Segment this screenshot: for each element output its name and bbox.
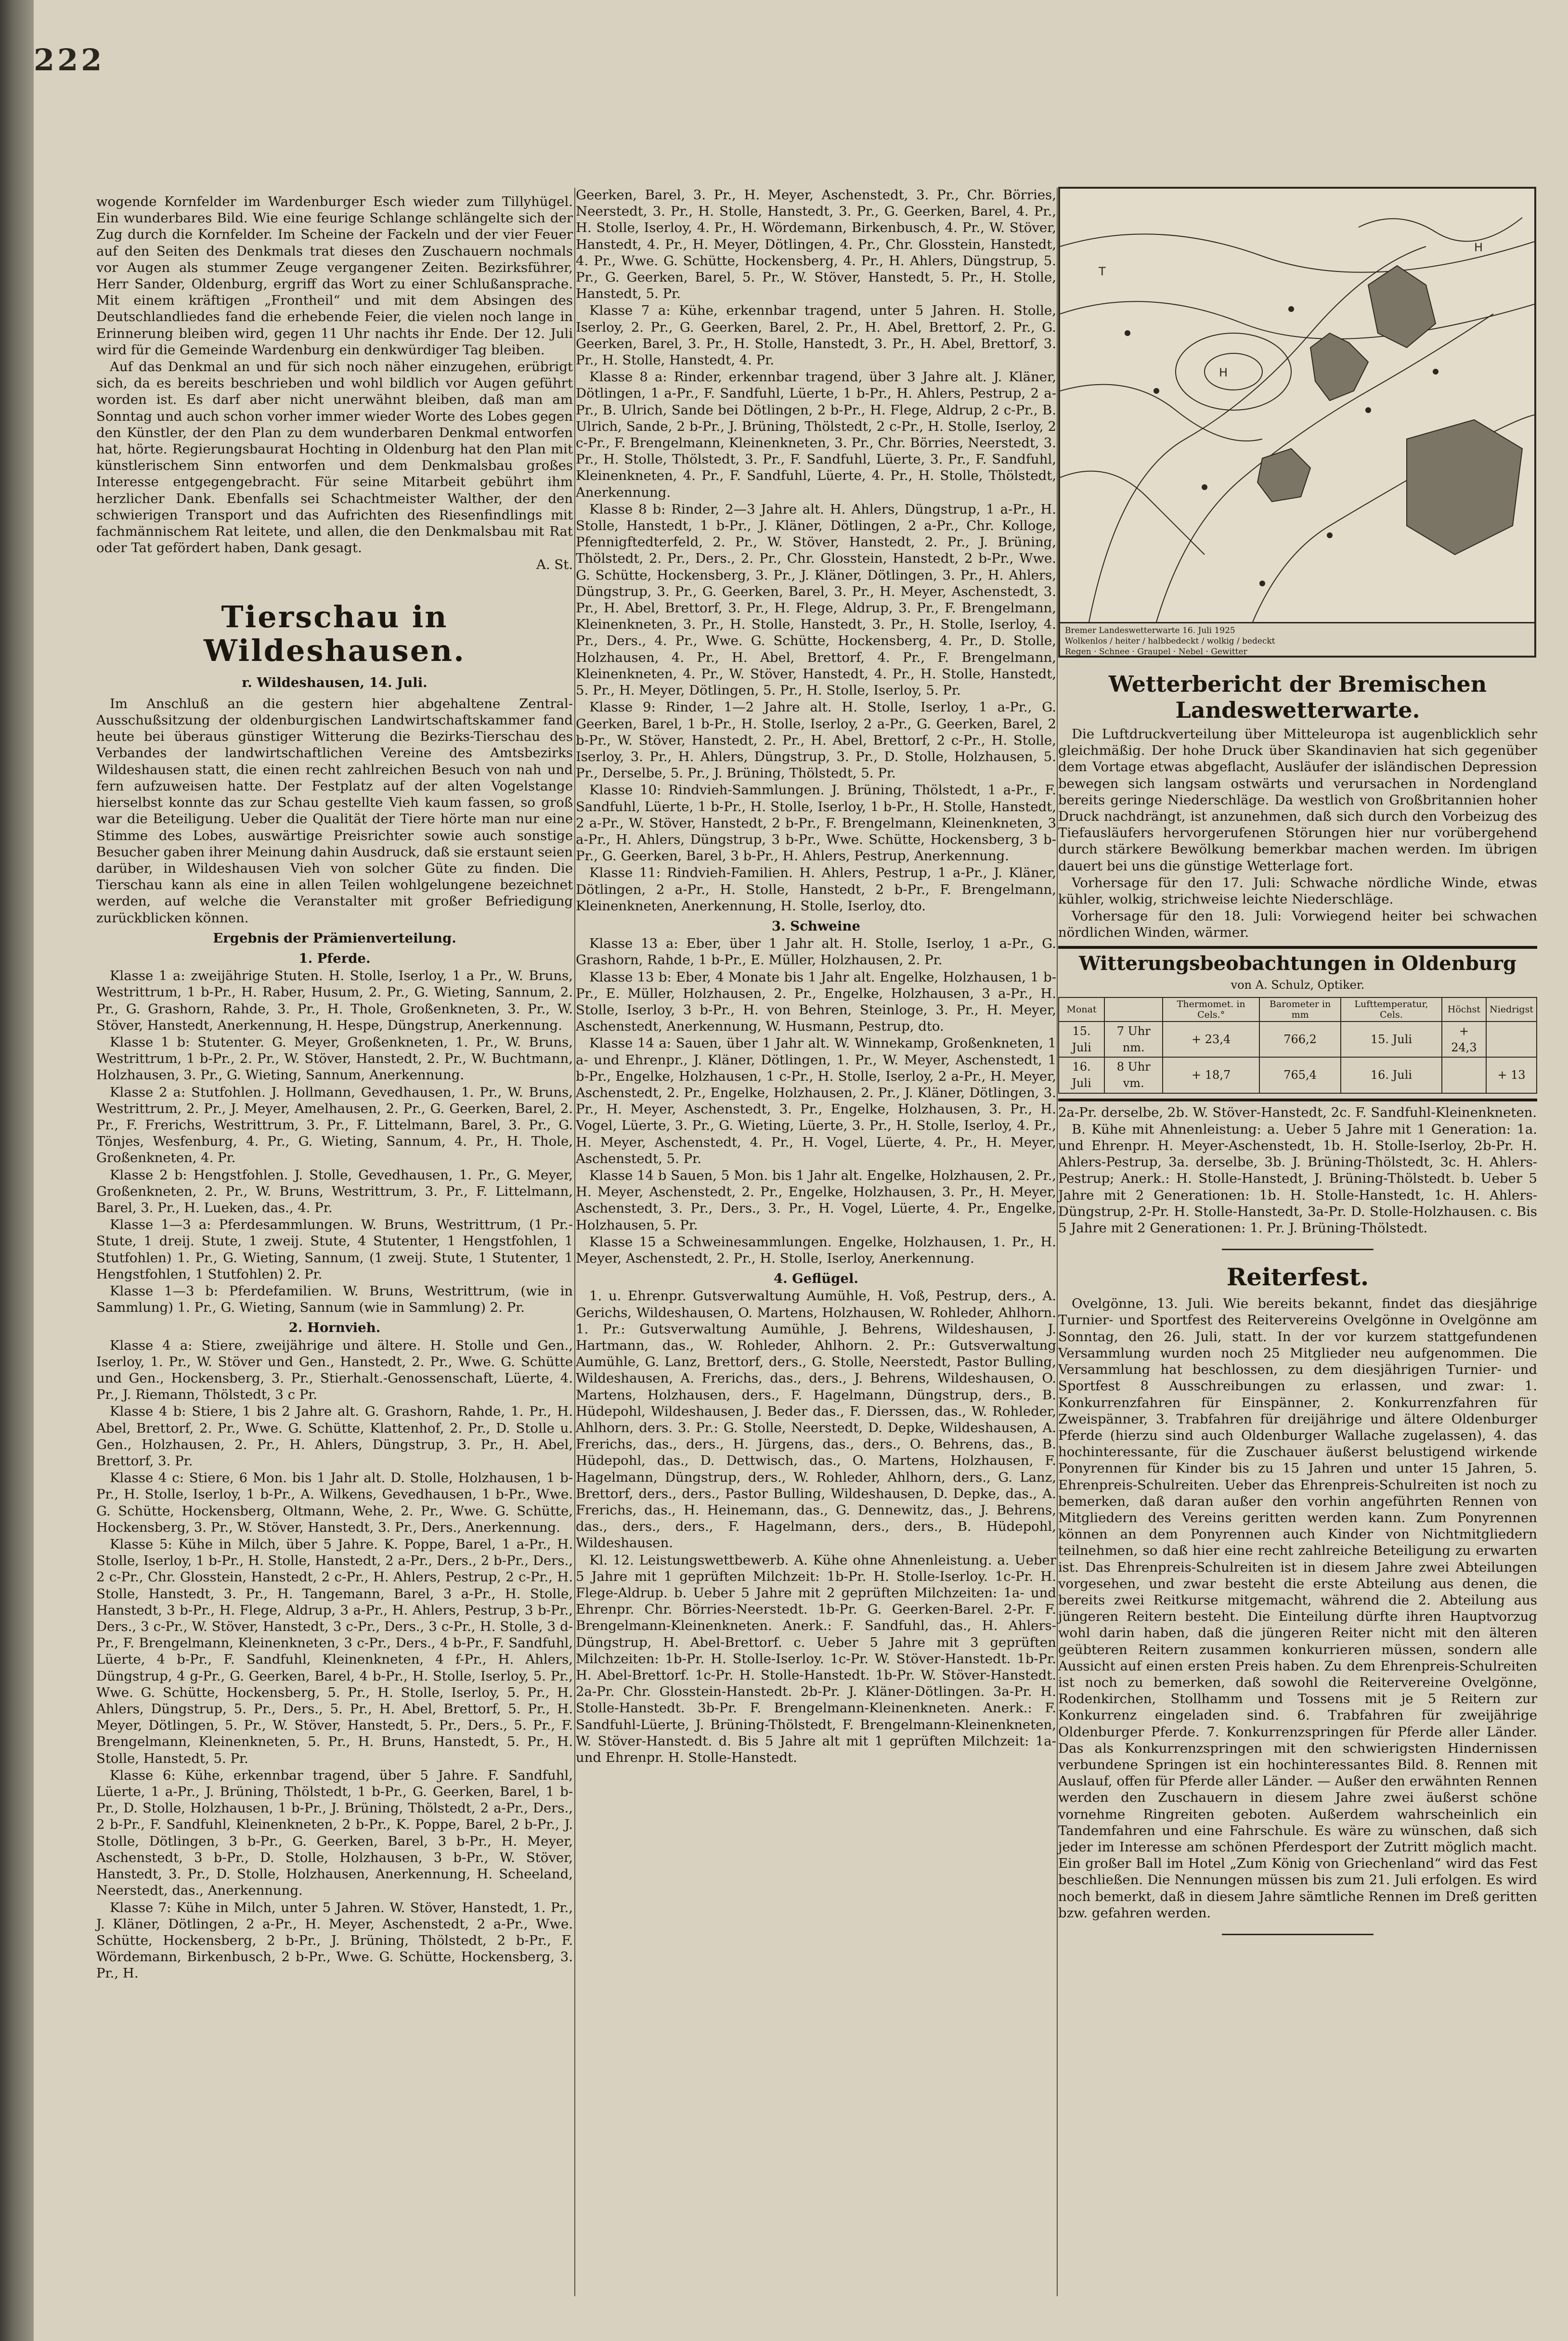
class-result: Klasse 2 b: Hengstfohlen. J. Stolle, Gevedhausen, 1. Pr., G. Meyer, Großenkneten, 2. Pr., W. Bruns, Westrittrum, 3. Pr., F. Littelmann, Barel, 3. Pr., H. Lueken, das., 4. Pr.	[96, 1167, 573, 1216]
weather-map-drawing	[1060, 189, 1534, 622]
col-header: Lufttemperatur, Cels.	[1341, 997, 1441, 1022]
class-result: Klasse 5: Kühe in Milch, über 5 Jahre. K. Poppe, Barel, 1 a-Pr., H. Stolle, Iserloy, 1 b-Pr., H. Stolle, Hanstedt, 2 a-Pr., Ders., 2 b-Pr., Ders., 2 c-Pr., Chr. Glosstein, Hanstedt, 2 c-Pr., H. Ahlers, Pestrup, 2 c-Pr., H. Stolle, Hanstedt, 3. Pr., H. Tangemann, Barel, 3 a-Pr., H. Stolle, Hanstedt, 3 b-Pr., H. Flege, Aldrup, 3 a-Pr., H. Ahlers, Pestrup, 3 b-Pr., Ders., 3 c-Pr., W. Stöver, Hanstedt, 3 c-Pr., Ders., 3 c-Pr., H. Stolle, 3 d-Pr., F. Brengelmann, Kleinenkneten, 3 c-Pr., Ders., 4 b-Pr., F. Sandfuhl, Lüerte, 4 b-Pr., F. Sandfuhl, Kleinenkneten, 4 f-Pr., H. Ahlers, Düngstrup, 4 g-Pr., G. Geerken, Barel, 4 b-Pr., H. Stolle, Iserloy, 5. Pr., Wwe. G. Schütte, Hockensberg, 5. Pr., H. Stolle, Iserloy, 5. Pr., H. Ahlers, Düngstrup, 5. Pr., Ders., 5. Pr., H. Abel, Brettorf, 5. Pr., H. Meyer, Dötlingen, 5. Pr., W. Stöver, Hanstedt, 5. Pr., Ders., 5. Pr., F. Brengelmann, Kleinenkneten, 5. Pr., H. Bruns, Hanstedt, 5. Pr., H. Stolle, Hanstedt, 5. Pr.	[96, 1537, 573, 1766]
section-heading: 2. Hornvieh.	[288, 1320, 381, 1336]
class-result: Klasse 1—3 b: Pferdefamilien. W. Bruns, Westrittrum, (wie in Sammlung) 1. Pr., G. Wieting, Sannum (wie in Sammlung) 2. Pr.	[96, 1283, 573, 1316]
class-result: Klasse 2 a: Stutfohlen. J. Hollmann, Gevedhausen, 1. Pr., W. Bruns, Westrittrum, 2. Pr., J. Meyer, Amelhausen, 2. Pr., G. Geerken, Barel, 2. Pr., F. Frerichs, Westrittrum, 3. Pr., F. Littelmann, Barel, 3. Pr., G. Tönjes, Wesfenburg, 4. Pr., G. Wieting, Sannum, 4. Pr., H. Thole, Großenkneten, 4. Pr.	[96, 1084, 573, 1166]
cell: 7 Uhr nm.	[1104, 1022, 1163, 1057]
column-rule-left	[574, 188, 575, 2296]
cell: 765,4	[1259, 1057, 1341, 1093]
dateline: r. Wildeshausen, 14. Juli.	[242, 674, 428, 690]
class-result: Klasse 11: Rindvieh-Familien. H. Ahlers, Pestrup, 1 a-Pr., J. Kläner, Dötlingen, 2 a-Pr., H. Stolle, Hanstedt, 2 b-Pr., F. Brengelmann, Kleinenkneten, Anerkennung, H. Stolle, Iserloy, dto.	[576, 865, 1056, 914]
class-result: Geerken, Barel, 3. Pr., H. Meyer, Aschenstedt, 3. Pr., Chr. Börries, Neerstedt, 3. Pr., H. Stolle, Hanstedt, 3. Pr., G. Geerken, Barel, 4. Pr., H. Stolle, Iserloy, 4. Pr., H. Wördemann, Birkenbusch, 4. Pr., W. Stöver, Hanstedt, 4. Pr., H. Meyer, Dötlingen, 4. Pr., Chr. Glosstein, Hanstedt, 4. Pr., Wwe. G. Schütte, Hockensberg, 4. Pr., H. Ahlers, Düngstrup, 5. Pr., G. Geerken, Barel, 5. Pr., W. Stöver, Hanstedt, 5. Pr., H. Stolle, Hanstedt, 5. Pr.	[576, 187, 1056, 302]
col-header: Höchst	[1442, 997, 1486, 1022]
observations-title: Witterungsbeobachtungen in Oldenburg	[1079, 952, 1516, 975]
class-result: Klasse 14 b Sauen, 5 Mon. bis 1 Jahr alt. Engelke, Holzhausen, 2. Pr., H. Meyer, Aschenstedt, 2. Pr., Engelke, Holzhausen, 3. Pr., H. Meyer, Aschenstedt, 3. Pr., Ders., 3. Pr., H. Vogel, Lüerte, 4. Pr., Engelke, Holzhausen, 5. Pr.	[576, 1167, 1056, 1233]
class-result: Klasse 6: Kühe, erkennbar tragend, über 5 Jahre. F. Sandfuhl, Lüerte, 1 a-Pr., J. Brüning, Thölstedt, 1 b-Pr., G. Geerken, Barel, 1 b-Pr., D. Stolle, Holzhausen, 1 b-Pr., J. Brüning, Thölstedt, 2 a-Pr., Ders., 2 b-Pr., F. Sandfuhl, Kleinenkneten, 2 b-Pr., K. Poppe, Barel, 2 b-Pr., J. Stolle, Dötlingen, 3 b-Pr., G. Geerken, Barel, 3 b-Pr., H. Meyer, Aschenstedt, 3 b-Pr., D. Stolle, Holzhausen, 3 b-Pr., W. Stöver, Hanstedt, 3. Pr., D. Stolle, Holzhausen, Anerkennung, H. Scheeland, Neerstedt, das., Anerkennung.	[96, 1767, 573, 1899]
divider	[1058, 1099, 1537, 1101]
col-header: Niedrigst	[1486, 997, 1537, 1022]
section-heading: 3. Schweine	[772, 918, 860, 934]
col-header: Monat	[1059, 997, 1104, 1022]
section-heading: 4. Geflügel.	[774, 1271, 858, 1287]
page-number: 222	[34, 42, 105, 78]
legend-line: Wolkenlos / heiter / halbbedeckt / wolkig / bedeckt	[1065, 636, 1275, 646]
class-result: Klasse 1—3 a: Pferdesammlungen. W. Bruns, Westrittrum, (1 Pr.-Stute, 1 dreij. Stute, 1 zweij. Stute, 4 Stutenter, 1 Hengstfohlen, 1 Stutfohlen) 1. Pr., G. Wieting, Sannum, (1 zweij. Stute, 1 Stutenter, 1 Hengstfohlen, 1 Stutfohlen) 2. Pr.	[96, 1217, 573, 1282]
author-signature: A. St.	[536, 557, 573, 573]
class-result: Klasse 14 a: Sauen, über 1 Jahr alt. W. Winnekamp, Großenkneten, 1 a- und Ehrenpr., J. Kläner, Dötlingen, 1. Pr., W. Meyer, Aschenstedt, 1 b-Pr., Engelke, Holzhausen, 1 c-Pr., H. Stolle, Iserloy, 2 a-Pr., H. Meyer, Aschenstedt, 2. Pr., Engelke, Holzhausen, 2. Pr., J. Kläner, Dötlingen, 3. Pr., H. Meyer, Aschenstedt, 3. Pr., Engelke, Holzhausen, 3. Pr., H. Vogel, Lüerte, 3. Pr., G. Wieting, Lüerte, 3. Pr., H. Stolle, Iserloy, 4. Pr., H. Meyer, Aschenstedt, 4. Pr., H. Vogel, Lüerte, 4. Pr., H. Meyer, Aschenstedt, 5. Pr.	[576, 1035, 1056, 1166]
table-row	[1059, 1057, 1537, 1093]
legend-line: Bremer Landeswetterwarte 16. Juli 1925	[1065, 626, 1235, 635]
col-header	[1104, 997, 1163, 1022]
class-result: Klasse 1 b: Stutenter. G. Meyer, Großenkneten, 1. Pr., W. Bruns, Westrittrum, 1 b-Pr., 2. Pr., W. Stöver, Hanstedt, 2. Pr., W. Buchtmann, Holzhausen, 3. Pr., G. Wieting, Sannum, Anerkennung.	[96, 1034, 573, 1083]
class-result: Klasse 13 b: Eber, 4 Monate bis 1 Jahr alt. Engelke, Holzhausen, 1 b-Pr., E. Müller, Holzhausen, 2. Pr., Engelke, Holzhausen, 3 a-Pr., H. Stolle, Iserloy, 3 b-Pr., H. von Behren, Steinloge, 3. Pr., H. Meyer, Aschenstedt, Anerkennung, W. Husmann, Pestrup, dto.	[576, 969, 1056, 1035]
article-text: Auf das Denkmal an und für sich noch näher einzugehen, erübrigt sich, da es bereits beschrieben und wohl bildlich vor Augen geführt worden ist. Es darf aber nicht unerwähnt bleiben, daß man am Sonntag und auch schon vorher immer wieder Worte des Lobes gegen den Künstler, der den Plan zu dem wunderbaren Denkmal entworfen hat, hörte. Regierungsbaurat Hochting in Oldenburg hat den Plan mit künstlerischem Sinn entworfen und dem Denkmalsbau großes Interesse entgegengebracht. Für seine Mitarbeit gebührt ihm herzlicher Dank. Ebenfalls sei Schachtmeister Walther, der den schwierigen Transport und das Aufrichten des Riesenfindlings mit fachmännischem Rat leitete, und allen, die den Denkmalsbau mit Rat oder Tat gefördert haben, Dank gesagt.	[96, 359, 573, 556]
class-result: Klasse 8 a: Rinder, erkennbar tragend, über 3 Jahre alt. J. Kläner, Dötlingen, 1 a-Pr., F. Sandfuhl, Lüerte, 1 b-Pr., H. Ahlers, Pestrup, 2 a-Pr., B. Ulrich, Sande bei Dötlingen, 2 b-Pr., H. Flege, Aldrup, 2 c-Pr., B. Ulrich, Sande, 2 b-Pr., J. Brüning, Thölstedt, 2 c-Pr., H. Stolle, Iserloy, 2 c-Pr., F. Brengelmann, Kleinenkneten, 3. Pr., Chr. Börries, Neerstedt, 3. Pr., H. Stolle, Thölstedt, 3. Pr., F. Sandfuhl, Lüerte, 3. Pr., F. Sandfuhl, Kleinenkneten, 4. Pr., F. Sandfuhl, Lüerte, 4. Pr., H. Stolle, Thölstedt, Anerkennung.	[576, 369, 1056, 500]
forecast-17: Vorhersage für den 17. Juli: Schwache nördliche Winde, etwas kühler, wolkig, strichweise leichte Niederschläge.	[1058, 875, 1537, 907]
divider	[1058, 946, 1537, 949]
cell: + 13	[1486, 1057, 1537, 1093]
col-header: Thermomet. in Cels.°	[1163, 997, 1259, 1022]
cell: + 24,3	[1442, 1022, 1486, 1057]
class-result: Klasse 4 a: Stiere, zweijährige und ältere. H. Stolle und Gen., Iserloy, 1. Pr., W. Stöver und Gen., Hanstedt, 2. Pr., Wwe. G. Schütte und Gen., Hockensberg, 3. Pr., Stierhalt.-Genossenschaft, Lüerte, 4. Pr., J. Riemann, Thölstedt, 3 c Pr.	[96, 1337, 573, 1403]
class-result: 1. u. Ehrenpr. Gutsverwaltung Aumühle, H. Voß, Pestrup, ders., A. Gerichs, Wildeshausen, O. Martens, Holzhausen, W. Rohleder, Ahlhorn. 1. Pr.: Gutsverwaltung Aumühle, J. Behrens, Wildeshausen, J. Hartmann, das., W. Rohleder, Ahlhorn. 2. Pr.: Gutsverwaltung Aumühle, G. Lanz, Brettorf, ders., G. Stolle, Neerstedt, Pastor Bulling, Wildeshausen, A. Frerichs, das., ders., J. Behrens, Wildeshausen, O. Martens, Holzhausen, ders., F. Hagelmann, Düngstrup, ders., B. Hüdepohl, Wildeshausen, J. Beder das., F. Dierssen, das., W. Rohleder, Ahlhorn, ders. 3. Pr.: G. Stolle, Neerstedt, D. Depke, Wildeshausen, A. Frerichs, das., ders., H. Jürgens, das., ders., O. Behrens, das., B. Hüdepohl, das., D. Dettwisch, das., O. Martens, Holzhausen, F. Hagelmann, Düngstrup, ders., W. Rohleder, Ahlhorn, ders., G. Lanz, Brettorf, ders., ders., Pastor Bulling, Wildeshausen, D. Depke, das., A. Frerichs, das., H. Heinemann, das., G. Dennewitz, das., J. Behrens, das., ders., ders., F. Hagelmann, ders., ders., B. Hüdepohl, Wildeshausen.	[576, 1288, 1056, 1551]
svg-text:H: H	[1474, 241, 1483, 254]
weather-map	[1058, 187, 1536, 658]
forecast-18: Vorhersage für den 18. Juli: Vorwiegend heiter bei schwachen nördlichen Winden, wärmer.	[1058, 908, 1537, 941]
divider	[1222, 1249, 1374, 1250]
class-result: Klasse 9: Rinder, 1—2 Jahre alt. H. Stolle, Iserloy, 1 a-Pr., G. Geerken, Barel, 1 b-Pr., H. Stolle, Iserloy, 2 a-Pr., G. Geerken, Barel, 2 b-Pr., W. Stöver, Hanstedt, 2. Pr., H. Abel, Brettorf, 2 c-Pr., H. Stolle, Iserloy, 3. Pr., H. Ahlers, Düngstrup, 3. Pr., D. Stolle, Holzhausen, 5. Pr., Derselbe, 5. Pr., J. Brüning, Thölstedt, 5. Pr.	[576, 699, 1056, 781]
cell: 16. Juli	[1059, 1057, 1104, 1093]
class-result: 2a-Pr. derselbe, 2b. W. Stöver-Hanstedt, 2c. F. Sandfuhl-Kleinenkneten.	[1058, 1104, 1537, 1120]
article-text: Ovelgönne, 13. Juli. Wie bereits bekannt, findet das diesjährige Turnier- und Sportfest des Reitervereins Ovelgönne in Ovelgönne am Sonntag, den 26. Juli, statt. In der vor kurzem stattgefundenen Versammlung wurden noch 25 Mitglieder neu aufgenommen. Die Versammlung hat beschlossen, zu dem diesjährigen Turnier- und Sportfest 8 Ausschreibungen zu erlassen, und zwar: 1. Konkurrenzfahren für Einspänner, 2. Konkurrenzfahren für Zweispänner, 3. Trabfahren für dreijährige und ältere Oldenburger Pferde (hierzu sind auch Oldenburger Wallache zugelassen), 4. das hochinteressante, für die Zuschauer äußerst belustigend wirkende Ponyrennen für Kinder bis zu 15 Jahren und unter 15 Jahren, 5. Ehrenpreis-Schulreiten. Ueber das Ehrenpreis-Schulreiten ist noch zu bemerken, daß daran außer den vorhin angeführten Rennen von Mitgliedern des Vereins geritten werden kann. Zum Ponyrennen können an dem Ponyrennen auch Kinder von Nichtmitgliedern teilnehmen, so daß hier eine recht zahlreiche Beteiligung zu erwarten ist. Das Ehrenpreis-Schulreiten ist in diesem Jahre zwei Abteilungen vorgesehen, und zwar besteht die erste Abteilung aus denen, die bereits zwei Reitkurse mitgemacht, während die 2. Abteilung aus jüngeren Reitern besteht. Die Einteilung dürfte ihren Hauptvorzug wohl darin haben, daß die jüngeren Reiter nicht mit den älteren geübteren Reitern zusammen konkurrieren müssen, sondern alle Aussicht auf einen ersten Preis haben. Zu dem Ehrenpreis-Schulreiten ist noch zu bemerken, daß sowohl die Reitervereine Ovelgönne, Rodenkirchen, Stollhamm und Tossens mit je 5 Reitern zur Konkurrenz eingeladen sind. 6. Trabfahren für zweijährige Oldenburger Pferde. 7. Konkurrenzspringen für Pferde aller Länder. Das als Konkurrenzspringen mit den schwierigsten Hindernissen verbundene Springen ist ein hochinteressantes Bild. 8. Rennen mit Auslauf, offen für Pferde aller Länder. — Außer den erwähnten Rennen werden den Zuschauern in diesem Jahre zwei äußerst schöne vornehme Ringreiten geboten. Außerdem wahrscheinlich ein Tandemfahren und eine Fahrschule. Es wäre zu wünschen, daß sich jeder im Interesse am schönen Pferdesport der Zutritt möglich macht. Ein großer Ball im Hotel „Zum König von Griechenland“ wird das Fest beschließen. Die Nennungen müssen bis zum 21. Juli erfolgen. Es wird noch bemerkt, daß in diesem Jahre sämtliche Rennen im Dreß geritten bzw. gefahren werden.	[1058, 1296, 1537, 1921]
cell: 8 Uhr vm.	[1104, 1057, 1163, 1093]
cell: 16. Juli	[1341, 1057, 1441, 1093]
class-result: Klasse 15 a Schweinesammlungen. Engelke, Holzhausen, 1. Pr., H. Meyer, Aschenstedt, 2. Pr., H. Stolle, Iserloy, Anerkennung.	[576, 1234, 1056, 1266]
table-row	[1059, 1022, 1537, 1057]
class-result: Klasse 8 b: Rinder, 2—3 Jahre alt. H. Ahlers, Düngstrup, 1 a-Pr., H. Stolle, Hanstedt, 1 b-Pr., J. Kläner, Dötlingen, 2 a-Pr., Chr. Kolloge, Pfennigftedterfeld, 2. Pr., W. Stöver, Hanstedt, 2. Pr., J. Brüning, Thölstedt, 2. Pr., Ders., 2. Pr., Chr. Glosstein, Hanstedt, 2 b-Pr., Wwe. G. Schütte, Hockensberg, 3. Pr., J. Kläner, Dötlingen, 3. Pr., H. Ahlers, Düngstrup, 3. Pr., G. Geerken, Barel, 3. Pr., H. Meyer, Aschenstedt, 3. Pr., H. Abel, Brettorf, 3. Pr., H. Flege, Aldrup, 3. Pr., F. Brengelmann, Kleinenkneten, 3. Pr., H. Stolle, Hanstedt, 3. Pr., H. Stolle, Iserloy, 4. Pr., Ders., 4. Pr., Wwe. G. Schütte, Hockensberg, 4. Pr., D. Stolle, Holzhausen, 4. Pr., H. Abel, Brettorf, 4. Pr., F. Brengelmann, Kleinenkneten, 4. Pr., W. Stöver, Hanstedt, 4. Pr., H. Stolle, Hanstedt, 5. Pr., H. Meyer, Dötlingen, 5. Pr., H. Stolle, Iserloy, 5. Pr.	[576, 501, 1056, 698]
headline-tierschau: Tierschau in Wildeshausen.	[204, 599, 466, 668]
class-result: Klasse 10: Rindvieh-Sammlungen. J. Brüning, Thölstedt, 1 a-Pr., F. Sandfuhl, Lüerte, 1 b-Pr., H. Stolle, Iserloy, 1 b-Pr., H. Stolle, Hanstedt, 2 a-Pr., W. Stöver, Hanstedt, 2 b-Pr., F. Brengelmann, Kleinenkneten, 3 a-Pr., H. Ahlers, Düngstrup, 3 b-Pr., Wwe. Schütte, Hockensberg, 3 b-Pr., G. Geerken, Barel, 3 b-Pr., H. Ahlers, Pestrup, Anerkennung.	[576, 782, 1056, 864]
class-result: Klasse 4 c: Stiere, 6 Mon. bis 1 Jahr alt. D. Stolle, Holzhausen, 1 b-Pr., H. Stolle, Iserloy, 1 b-Pr., A. Wilkens, Gevedhausen, 1 b-Pr., Wwe. G. Schütte, Hockensberg, Oltmann, Wehe, 2. Pr., Wwe. G. Schütte, Hockensberg, 3. Pr., W. Stöver, Hanstedt, 3. Pr., Ders., Anerkennung.	[96, 1470, 573, 1535]
book-binding	[0, 0, 34, 2341]
weather-report-title: Wetterbericht der Bremischen Landeswetterwarte.	[1108, 671, 1487, 723]
cell	[1486, 1022, 1537, 1057]
column-3	[1058, 187, 1537, 1948]
svg-text:T: T	[1099, 265, 1106, 278]
cell	[1442, 1057, 1486, 1093]
observations-byline: von A. Schulz, Optiker.	[1231, 978, 1365, 992]
article-text: wogende Kornfelder im Wardenburger Esch wieder zum Tillyhügel. Ein wunderbares Bild. Wie eine feurige Schlange schlängelte sich der Zug durch die Kornfelder. Im Scheine der Fackeln und der vier Feuer auf den Seiten des Denkmals trat dieses den Zuschauern nochmals vor Augen als stummer Zeuge vergangener Zeiten. Bezirksführer, Herr Sander, Oldenburg, ergriff das Wort zu einer Schlußansprache. Mit einem kräftigen „Frontheil“ und mit dem Absingen des Deutschlandliedes fand die erhebende Feier, die vielen noch lange in Erinnerung bleiben wird, gegen 11 Uhr nachts ihr Ende. Der 12. Juli wird für die Gemeinde Wardenburg ein denkwürdiger Tag bleiben.	[96, 194, 573, 358]
section-heading: 1. Pferde.	[298, 950, 371, 966]
cell: 15. Juli	[1059, 1022, 1104, 1057]
class-result: Klasse 7 a: Kühe, erkennbar tragend, unter 5 Jahren. H. Stolle, Iserloy, 2. Pr., G. Geerken, Barel, 2. Pr., H. Abel, Brettorf, 2. Pr., G. Geerken, Barel, 3. Pr., H. Stolle, Hanstedt, 3. Pr., H. Abel, Brettorf, 3. Pr., H. Stolle, Hanstedt, 4. Pr.	[576, 303, 1056, 368]
section-heading: Ergebnis der Prämienverteilung.	[213, 930, 456, 946]
weather-map-legend	[1060, 622, 1534, 656]
class-result: Kl. 12. Leistungswettbewerb. A. Kühe ohne Ahnenleistung. a. Ueber 5 Jahre mit 1 geprüften Milchzeit: 1b-Pr. H. Stolle-Iserloy. 1c-Pr. H. Flege-Aldrup. b. Ueber 5 Jahre mit 2 geprüften Milchzeiten: 1a- und Ehrenpr. Chr. Börries-Neerstedt. 1b-Pr. G. Geerken-Barel. 2-Pr. F. Brengelmann-Kleinenkneten. Anerk.: F. Sandfuhl, das., H. Ahlers-Düngstrup, H. Abel-Brettorf. c. Ueber 5 Jahre mit 3 geprüften Milchzeiten: 1b-Pr. H. Stolle-Iserloy. 1c-Pr. W. Stöver-Hanstedt. 1b-Pr. H. Abel-Brettorf. 1c-Pr. H. Stolle-Hanstedt. 1b-Pr. W. Stöver-Hanstedt. 2a-Pr. Chr. Glosstein-Hanstedt. 2b-Pr. J. Kläner-Dötlingen. 3a-Pr. H. Stolle-Hanstedt. 3b-Pr. F. Brengelmann-Kleinenkneten. Anerk.: F. Sandfuhl-Lüerte, J. Brüning-Thölstedt, F. Brengelmann-Kleinenkneten, W. Stöver-Hanstedt. d. Bis 5 Jahre alt mit 1 geprüften Milchzeit: 1a- und Ehrenpr. H. Stolle-Hanstedt.	[576, 1552, 1056, 1766]
class-result: Klasse 7: Kühe in Milch, unter 5 Jahren. W. Stöver, Hanstedt, 1. Pr., J. Kläner, Dötlingen, 2 a-Pr., H. Meyer, Aschenstedt, 2 a-Pr., Wwe. Schütte, Hockensberg, 2 b-Pr., J. Brüning, Thölstedt, 2 b-Pr., F. Wördemann, Birkenbusch, 2 b-Pr., Wwe. G. Schütte, Hockensberg, 3. Pr., H.	[96, 1900, 573, 1981]
cell: + 18,7	[1163, 1057, 1259, 1093]
class-result: B. Kühe mit Ahnenleistung: a. Ueber 5 Jahre mit 1 Generation: 1a. und Ehrenpr. H. Meyer-Aschenstedt, 1b. H. Stolle-Iserloy, 2b-Pr. H. Ahlers-Pestrup, 3a. derselbe, 3b. J. Brüning-Thölstedt, 3c. H. Ahlers-Pestrup; Anerk.: H. Stolle-Hanstedt, J. Brüning-Thölstedt. b. Ueber 5 Jahre mit 2 Generationen: 1b. H. Stolle-Hanstedt, 1c. H. Ahlers-Düngstrup, 2-Pr. H. Stolle-Hanstedt, 3a-Pr. D. Stolle-Holzhausen. c. Bis 5 Jahre mit 2 Generationen: 1. Pr. J. Brüning-Thölstedt.	[1058, 1121, 1537, 1236]
cell: 15. Juli	[1341, 1022, 1441, 1057]
class-result: Klasse 1 a: zweijährige Stuten. H. Stolle, Iserloy, 1 a Pr., W. Bruns, Westrittrum, 1 b-Pr., H. Raber, Husum, 2. Pr., G. Wieting, Sannum, 2. Pr., G. Grashorn, Rahde, 3. Pr., H. Thole, Großenkneten, 3. Pr., W. Stöver, Hanstedt, Anerkennung, H. Hespe, Düngstrup, Anerkennung.	[96, 968, 573, 1033]
column-1	[96, 194, 573, 1982]
column-2	[576, 187, 1056, 1766]
weather-text: Die Luftdruckverteilung über Mitteleuropa ist augenblicklich sehr gleichmäßig. Der hohe Druck über Skandinavien hat sich gegenüber dem Vortage etwas abgeflacht, Ausläufer der isländischen Depression bewegen sich langsam ostwärts und verursachen in Nordengland bereits geringe Niederschläge. Da westlich von Großbritannien hoher Druck nachdrängt, ist anzunehmen, daß sich durch den Vorbeizug des Tiefausläufers hervorgerufenen Störungen hier nur vorübergehend durch stärkere Bewölkung bemerkbar machen werden. Im übrigen dauert bei uns die günstige Wetterlage fort.	[1058, 726, 1537, 874]
class-result: Klasse 4 b: Stiere, 1 bis 2 Jahre alt. G. Grashorn, Rahde, 1. Pr., H. Abel, Brettorf, 2. Pr., Wwe. G. Schütte, Klattenhof, 2. Pr., D. Stolle u. Gen., Holzhausen, 2. Pr., H. Ahlers, Düngstrup, 3. Pr., H. Abel, Brettorf, 3. Pr.	[96, 1404, 573, 1469]
headline-reiterfest: Reiterfest.	[1226, 1263, 1369, 1292]
cell: 766,2	[1259, 1022, 1341, 1057]
col-header: Barometer in mm	[1259, 997, 1341, 1022]
table-header	[1059, 997, 1537, 1022]
svg-text:H: H	[1219, 366, 1228, 379]
divider	[1222, 1934, 1374, 1935]
article-text: Im Anschluß an die gestern hier abgehaltene Zentral-Ausschußsitzung der oldenburgischen Landwirtschaftskammer fand heute bei überaus günstiger Witterung die Bezirks-Tierschau des Verbandes der landwirtschaftlichen Vereine des Amtsbezirks Wildeshausen statt, die einen recht zahlreichen Besuch von nah und fern aufzuweisen hatte. Der Festplatz auf der alten Vogelstange hierselbst konnte das zur Schau gestellte Vieh kaum fassen, so groß war die Beteiligung. Ueber die Qualität der Tiere hörte man nur eine Stimme des Lobes, auswärtige Preisrichter sowie auch sonstige Besucher gaben ihrer Meinung dahin Ausdruck, daß sie erstaunt seien darüber, in Wildeshausen Vieh von solcher Güte zu finden. Die Tierschau kann als eine in allen Teilen wohlgelungene bezeichnet werden, auf welche die Veranstalter mit großer Befriedigung zurückblicken können.	[96, 696, 573, 926]
legend-line: Regen · Schnee · Graupel · Nebel · Gewitter	[1065, 647, 1247, 657]
cell: + 23,4	[1163, 1022, 1259, 1057]
observations-table	[1058, 997, 1537, 1094]
column-rule-right	[1057, 188, 1058, 2296]
class-result: Klasse 13 a: Eber, über 1 Jahr alt. H. Stolle, Iserloy, 1 a-Pr., G. Grashorn, Rahde, 1 b-Pr., E. Müller, Holzhausen, 2. Pr.	[576, 936, 1056, 968]
